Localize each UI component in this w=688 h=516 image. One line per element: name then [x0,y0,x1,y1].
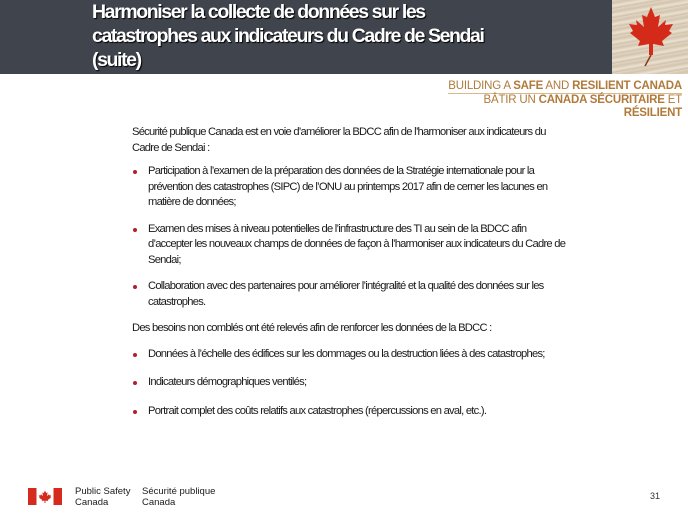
department-name-french [142,487,215,508]
list-item [132,404,568,420]
tagline-fr-prefix: BÂTIR UN [483,94,539,106]
slide-body [132,125,568,432]
title-banner [0,0,612,74]
bullet-icon [133,381,137,385]
canada-flag-icon [28,488,62,505]
tagline-en-resilient-canada: RESILIENT CANADA [572,80,682,92]
tagline-en-prefix: BUILDING A [448,80,514,92]
bullet-icon [133,410,137,414]
tagline-en-safe: SAFE [513,80,544,92]
dept-en-line-2: Canada [75,496,109,508]
list-item [132,279,568,310]
bullet-icon [133,228,137,232]
bullet-icon [133,170,137,174]
tagline-english [442,80,682,93]
list-item [132,347,568,363]
tagline-fr-resilient: RÉSILIENT [623,107,682,119]
maple-leaf-icon [626,6,676,68]
title-line-2: catastrophes aux indicateurs du Cadre de Sendai [92,25,484,47]
needs-paragraph: Des besoins non comblés ont été relevés afin de renforcer les données de la BDCC : [132,322,492,334]
needs-list [132,347,568,420]
page-number: 31 [650,491,661,501]
dept-en-line-1: Public Safety [75,486,131,497]
maple-leaf-photo [612,0,688,74]
tagline-fr-canada-securitaire: CANADA SÉCURITAIRE [538,94,665,106]
list-item-text: Portrait complet des coûts relatifs aux catastrophes (répercussions en aval, etc.). [148,404,487,417]
department-name-english [75,487,130,508]
list-item-text: Collaboration avec des partenaires pour améliorer l’intégralité et la qualité des données sur les catastrophes. [148,280,544,308]
tagline-fr-mid: ET [664,94,682,106]
tagline-en-mid: AND [543,80,573,92]
title-line-3: (suite) [92,49,141,71]
bullet-icon [133,285,137,289]
list-item [132,222,568,269]
list-item-text: Participation à l’examen de la préparation des données de la Stratégie internationale pour la prévention des catastrophes (SIPC) de l’ONU au printemps 2017 afin de cerner les lacunes en matière de données; [148,165,548,208]
list-item [132,375,568,391]
list-item-text: Données à l’échelle des édifices sur les dommages ou la destruction liées à des catastrophes; [148,347,545,360]
list-item-text: Indicateurs démographiques ventilés; [148,376,307,388]
dept-fr-line-1: Sécurité publique [142,486,216,497]
improvement-list [132,164,568,310]
list-item-text: Examen des mises à niveau potentielles de l’infrastructure des TI au sein de la BDCC afin d’accepter les nouveaux champs de données de façon à l’harmoniser aux indicateurs du Cadre de Sendai; [148,222,566,266]
page-title [92,0,607,72]
title-line-1: Harmoniser la collecte de données sur les [92,1,425,23]
intro-paragraph: Sécurité publique Canada est en voie d’améliorer la BDCC afin de l’harmoniser aux indicateurs du Cadre de Sendai : [132,126,546,154]
dept-fr-line-2: Canada [142,496,176,508]
bullet-icon [133,353,137,357]
list-item [132,164,568,211]
tagline-french [442,94,682,120]
